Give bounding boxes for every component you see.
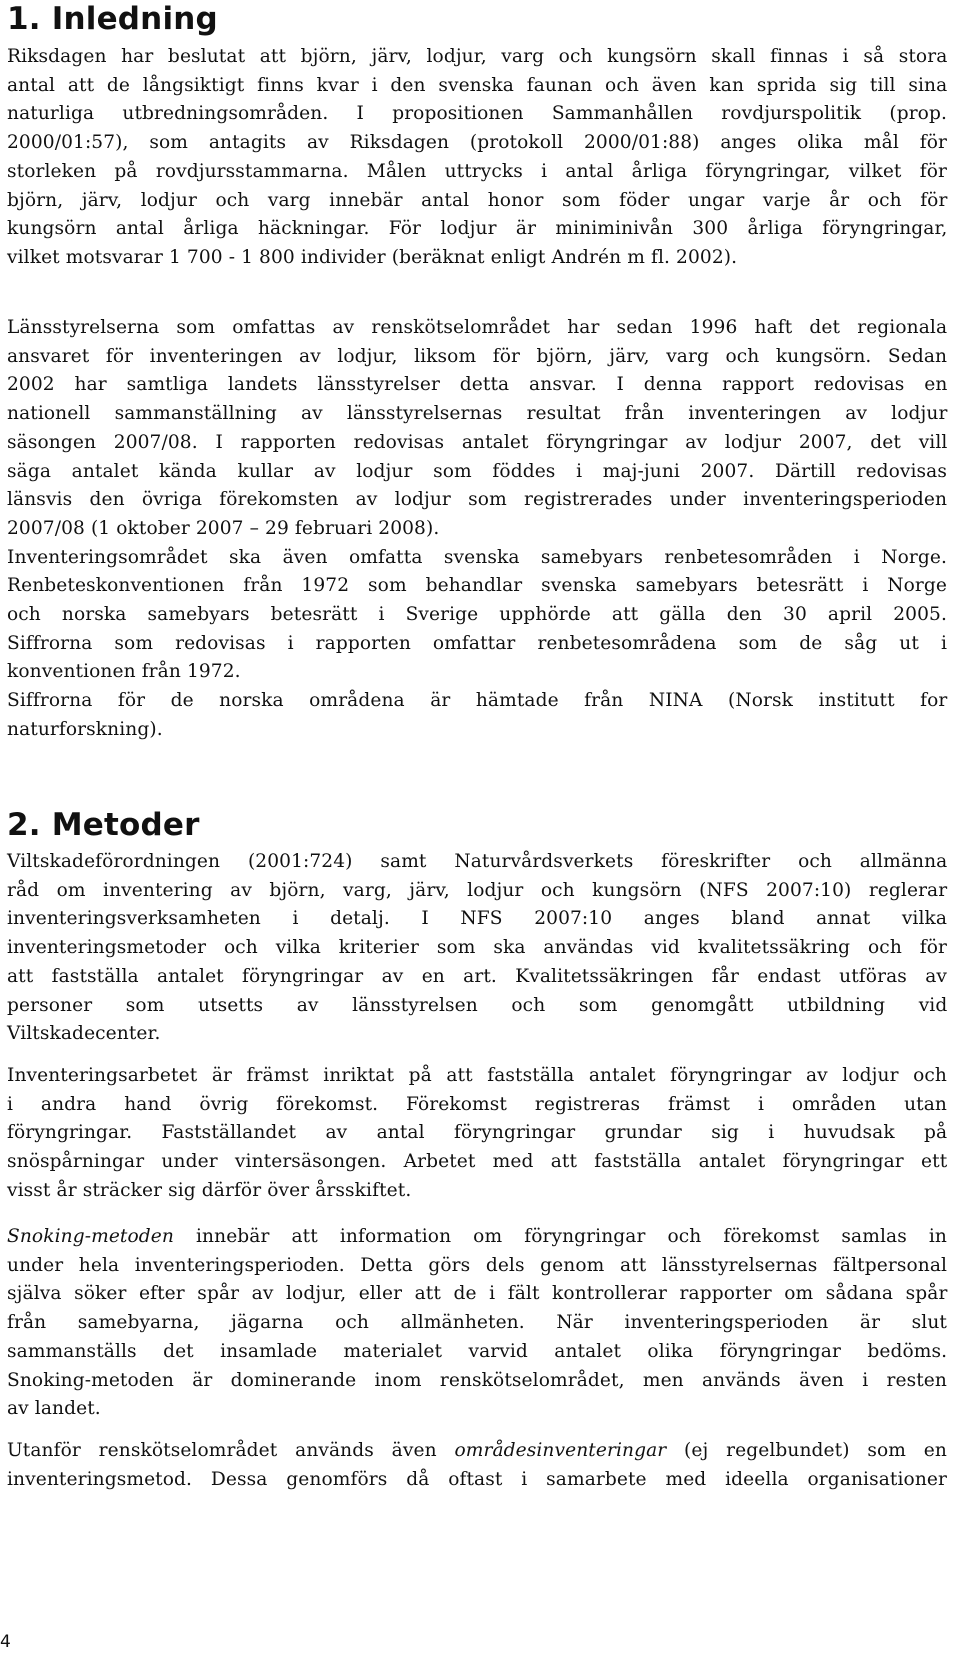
text-line: i andra hand övrig förekomst. Förekomst registreras främst i områden utan xyxy=(7,1093,947,1115)
text-line xyxy=(7,1437,947,1466)
text-line: 2002 har samtliga landets länsstyrelser detta ansvar. I denna rapport redovisas en xyxy=(7,374,948,396)
text-line: Siffrorna som redovisas i rapporten omfattar renbetesområdena som de såg ut i xyxy=(7,632,947,654)
paragraph xyxy=(7,43,947,273)
text-line: ansvaret för inventeringen av lodjur, liksom för björn, järv, varg och kungsörn. Sedan xyxy=(7,345,948,367)
text-line: råd om inventering av björn, varg, järv, lodjur och kungsörn (NFS 2007:10) reglerar xyxy=(7,879,948,901)
text-line: Renbeteskonventionen från 1972 som behandlar svenska samebyars betesrätt i Norge xyxy=(7,575,948,597)
text-run: innebär att information om föryngringar och förekomst samlas in xyxy=(173,1226,947,1247)
text-line xyxy=(7,1223,947,1252)
emphasized-term: Snoking-metoden xyxy=(7,1226,174,1247)
text-line: under hela inventeringsperioden. Detta görs dels genom att länsstyrelsernas fältpersonal xyxy=(7,1254,948,1276)
text-line: Länsstyrelserna som omfattas av renskötselområdet har sedan 1996 haft det regionala xyxy=(7,317,948,338)
paragraph xyxy=(7,1437,947,1494)
text-line: Inventeringsarbetet är främst inriktat på att fastställa antalet föryngringar av lodjur och xyxy=(7,1065,947,1086)
text-line: inventeringsmetoder och vilka kriterier som ska användas vid kvalitetssäkring och för xyxy=(7,937,947,959)
text-line: storleken på rovdjursstammarna. Målen uttrycks i antal årliga föryngringar, vilket för xyxy=(7,160,947,182)
text-line: 2000/01:57), som antagits av Riksdagen (protokoll 2000/01:88) anges olika mål för xyxy=(7,132,947,154)
text-line: Viltskadecenter. xyxy=(7,1023,161,1045)
text-run: (ej regelbundet) som en xyxy=(666,1440,947,1461)
text-line: Viltskadeförordningen (2001:724) samt Naturvårdsverkets föreskrifter och allmänna xyxy=(7,851,948,872)
text-line: naturforskning). xyxy=(7,718,163,740)
text-line: personer som utsetts av länsstyrelsen och som genomgått utbildning vid xyxy=(7,994,948,1016)
text-line: nationell sammanställning av länsstyrelsernas resultat från inventeringen av lodjur xyxy=(7,403,948,425)
page-number: 4 xyxy=(0,1632,11,1652)
text-line: inventeringsmetod. Dessa genomförs då oftast i samarbete med ideella organisationer xyxy=(7,1468,947,1490)
paragraph xyxy=(7,1062,947,1206)
text-line: Siffrorna för de norska områdena är hämtade från NINA (Norsk institutt for xyxy=(7,690,948,712)
text-line: visst år sträcker sig därför över årsskiftet. xyxy=(7,1179,412,1201)
text-line: och norska samebyars betesrätt i Sverige upphörde att gälla den 30 april 2005. xyxy=(7,604,947,626)
section-heading-metoder: 2. Metoder xyxy=(7,807,200,843)
text-line: björn, järv, lodjur och varg innebär antal honor som föder ungar varje år och för xyxy=(7,189,948,211)
paragraph xyxy=(7,1223,947,1424)
text-line: snöspårningar under vintersäsongen. Arbetet med att fastställa antalet föryngringar ett xyxy=(7,1151,948,1173)
text-line: själva söker efter spår av lodjur, eller att de i fält kontrollerar rapporter om sådana spår xyxy=(7,1283,948,1305)
emphasized-term: områdesinventeringar xyxy=(454,1440,667,1461)
paragraph xyxy=(7,314,947,745)
text-line: konventionen från 1972. xyxy=(7,661,241,683)
paragraph xyxy=(7,848,947,1049)
text-line: länsvis den övriga förekomsten av lodjur som registrerades under inventeringsperioden xyxy=(7,489,948,511)
section-heading-inledning: 1. Inledning xyxy=(7,1,218,37)
text-line: naturliga utbredningsområden. I propositionen Sammanhållen rovdjurspolitik (prop. xyxy=(7,103,947,125)
text-line: kungsörn antal årliga häckningar. För lodjur är miniminivån 300 årliga föryngringar, xyxy=(7,218,948,240)
text-line: föryngringar. Fastställandet av antal föryngringar grundar sig i huvudsak på xyxy=(7,1122,948,1144)
text-line: säsongen 2007/08. I rapporten redovisas antalet föryngringar av lodjur 2007, det vill xyxy=(7,431,948,453)
text-line: att fastställa antalet föryngringar av en art. Kvalitetssäkringen får endast utföras av xyxy=(7,965,947,987)
text-line: säga antalet kända kullar av lodjur som föddes i maj-juni 2007. Därtill redovisas xyxy=(7,460,947,482)
text-line: Riksdagen har beslutat att björn, järv, lodjur, varg och kungsörn skall finnas i så stora xyxy=(7,46,948,67)
text-line: sammanställs det insamlade materialet varvid antalet olika föryngringar bedöms. xyxy=(7,1340,948,1362)
text-line: antal att de långsiktigt finns kvar i den svenska faunan och även kan sprida sig till sina xyxy=(7,74,948,96)
text-line: vilket motsvarar 1 700 - 1 800 individer (beräknat enligt Andrén m fl. 2002). xyxy=(7,246,738,268)
text-line: av landet. xyxy=(7,1398,101,1420)
text-line: Inventeringsområdet ska även omfatta svenska samebyars renbetesområden i Norge. xyxy=(7,546,947,568)
text-line: inventeringsverksamheten i detalj. I NFS 2007:10 anges bland annat vilka xyxy=(7,908,948,930)
text-run: Utanför renskötselområdet används även xyxy=(7,1440,455,1461)
text-line: Snoking-metoden är dominerande inom renskötselområdet, men används även i resten xyxy=(7,1369,947,1391)
text-line: 2007/08 (1 oktober 2007 – 29 februari 2008). xyxy=(7,517,440,539)
text-line: från samebyarna, jägarna och allmänheten. När inventeringsperioden är slut xyxy=(7,1312,947,1334)
